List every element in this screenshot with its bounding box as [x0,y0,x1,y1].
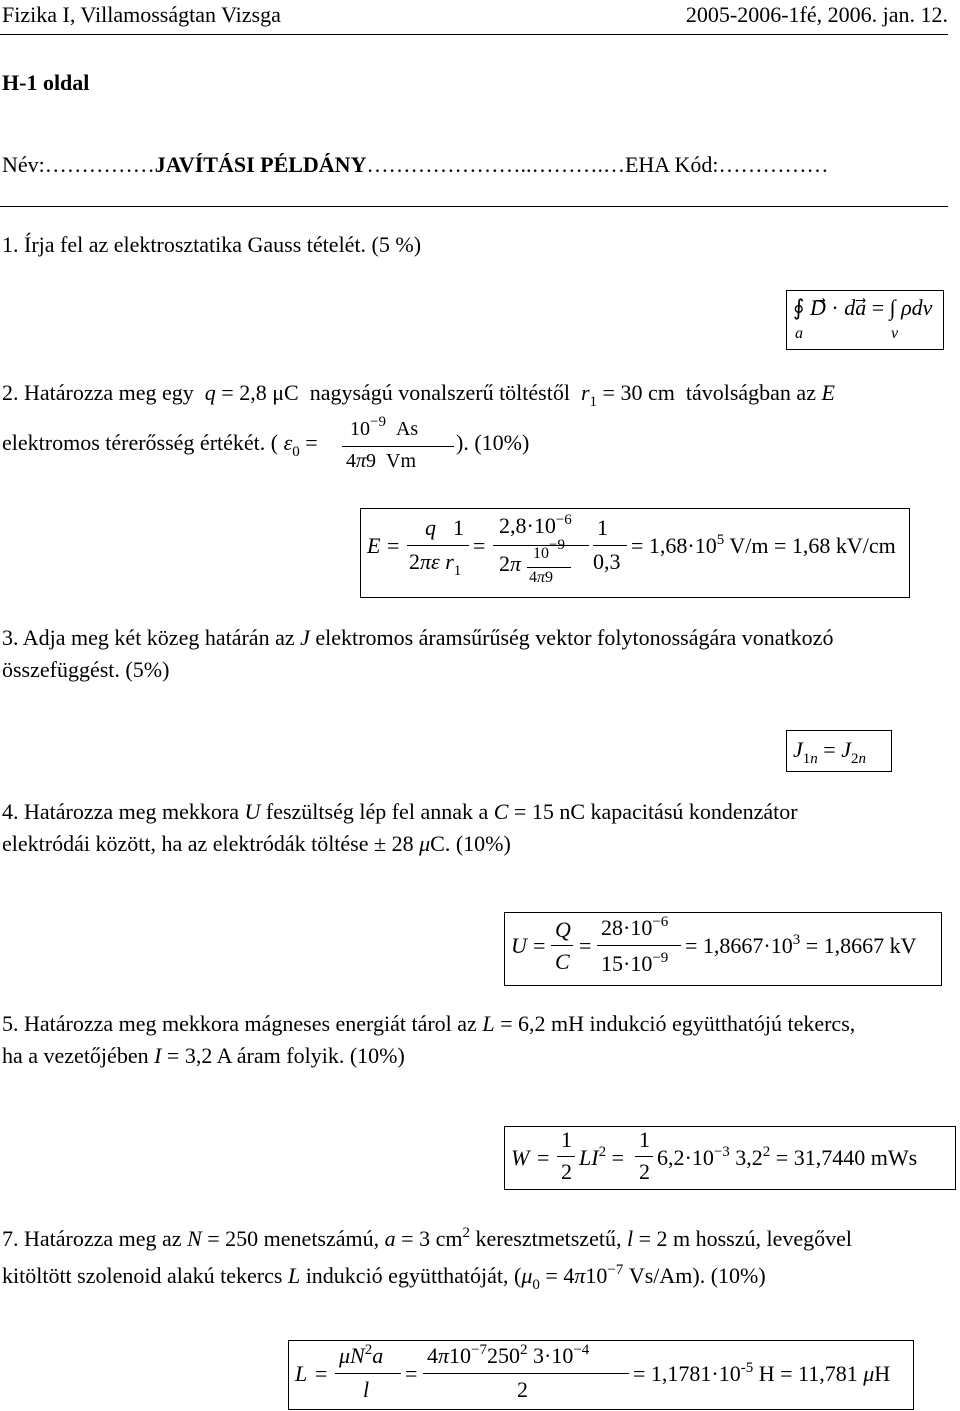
exam-title: Fizika I, Villamosságtan Vizsga [2,2,281,27]
header-rule [0,34,948,35]
page-label: H-1 oldal [2,70,90,95]
area-value: 3 cm [419,1226,463,1251]
capacitance-value: 15 nC [531,799,586,824]
question-1: 1. Írja fel az elektrosztatika Gauss tételét. (5 %) [2,232,422,257]
exam-date: 2005-2006-1fé, 2006. jan. 12. [685,2,948,27]
name-dots: …………………..……….… [366,152,625,177]
answer-box-2: E = q 2πε $r_1$ 1 = $2,8\cdot 10^{-6}$ 2π 10−9 4π9 1 0,3 = $1,68\cdot 10^5$ V/m = 1,68 kV/cm [360,508,910,598]
question-5: 5. Határozza meg mekkora mágneses energiát tárol az L = 6,2 mH indukció együtthatójú tekercs, ha a vezetőjében I = 3,2 A áram folyik. (10%) [2,1011,856,1068]
charge-value: 2,8 μC [239,380,299,405]
name-prefix: Név:…………… [2,152,155,177]
name-rule [0,206,948,207]
question-2-line-2: elektromos térerősség értékét. ( $\varepsilon_0$ = [2,430,318,460]
answer-7-result: 11,781 [798,1361,858,1386]
name-line [2,152,828,178]
answer-4-result: 1,8667 kV [823,933,917,958]
question-3: 3. Adja meg két közeg határán az J elektromos áramsűrűség vektor folytonosságára vonatkozó összefüggést. (5%) [2,625,834,682]
question-7: 7. Határozza meg az N = 250 menetszámú, a = 3 $cm^2$ keresztmetszetű, l = 2 m hosszú, levegővel kitöltött szolenoid alakú tekercs L indukció együtthatóját, ($\mu_0 = 4\pi 10^{-7}$ Vs/Am). (10%) [2,1225,853,1293]
question-2-tail: ). (10%) [456,430,530,455]
length-value: 2 m [656,1226,691,1251]
turns-value: 250 [225,1226,259,1251]
question-4: 4. Határozza meg mekkora U feszültség lép fel annak a C = 15 nC kapacitású kondenzátor elektródái között, ha az elektródák töltése ± 28 μC. (10%) [2,799,798,856]
eha-label: EHA Kód: [624,152,719,177]
charge-q4-value: 28 [391,831,414,856]
student-name: JAVÍTÁSI PÉLDÁNY [154,152,367,177]
distance-value: 30 cm [620,380,675,405]
answer-box-1: ∮ D⃗ · da⃗ = ∫ ρdv a v [786,290,944,350]
inductance-value: 6,2 mH [518,1011,584,1036]
answer-box-7: L = $\mu N^2a$ l = $4\pi 10^{-7}250^2$ $3\cdot 10^{-4}$ 2 = $1,1781\cdot 10^{-5}$ H = 11,781 μH [288,1340,914,1410]
answer-box-3: $J_{1n} = J_{2n}$ [786,730,892,772]
answer-5-result: 31,7440 mWs [793,1145,918,1170]
question-2-line-1: 2. Határozza meg egy q = 2,8 μC nagyságú vonalszerű töltéstől $r_1 = 30$ cm távolságban az E [2,380,835,410]
answer-box-5: W = 1 2 $LI^2$ = 1 2 $6,2\cdot 10^{-3}$ $3,2^2 = 31,7440$ mWs [504,1126,956,1190]
eha-dots: …………… [718,152,829,177]
current-value: 3,2 A [184,1043,232,1068]
answer-2-result: 1,68 kV/cm [791,533,896,558]
answer-box-4: U = Q C = $28\cdot 10^{-6}$ $15\cdot 10^{-9}$ = $1,8667\cdot 10^3 = 1,8667$ kV [504,912,942,986]
